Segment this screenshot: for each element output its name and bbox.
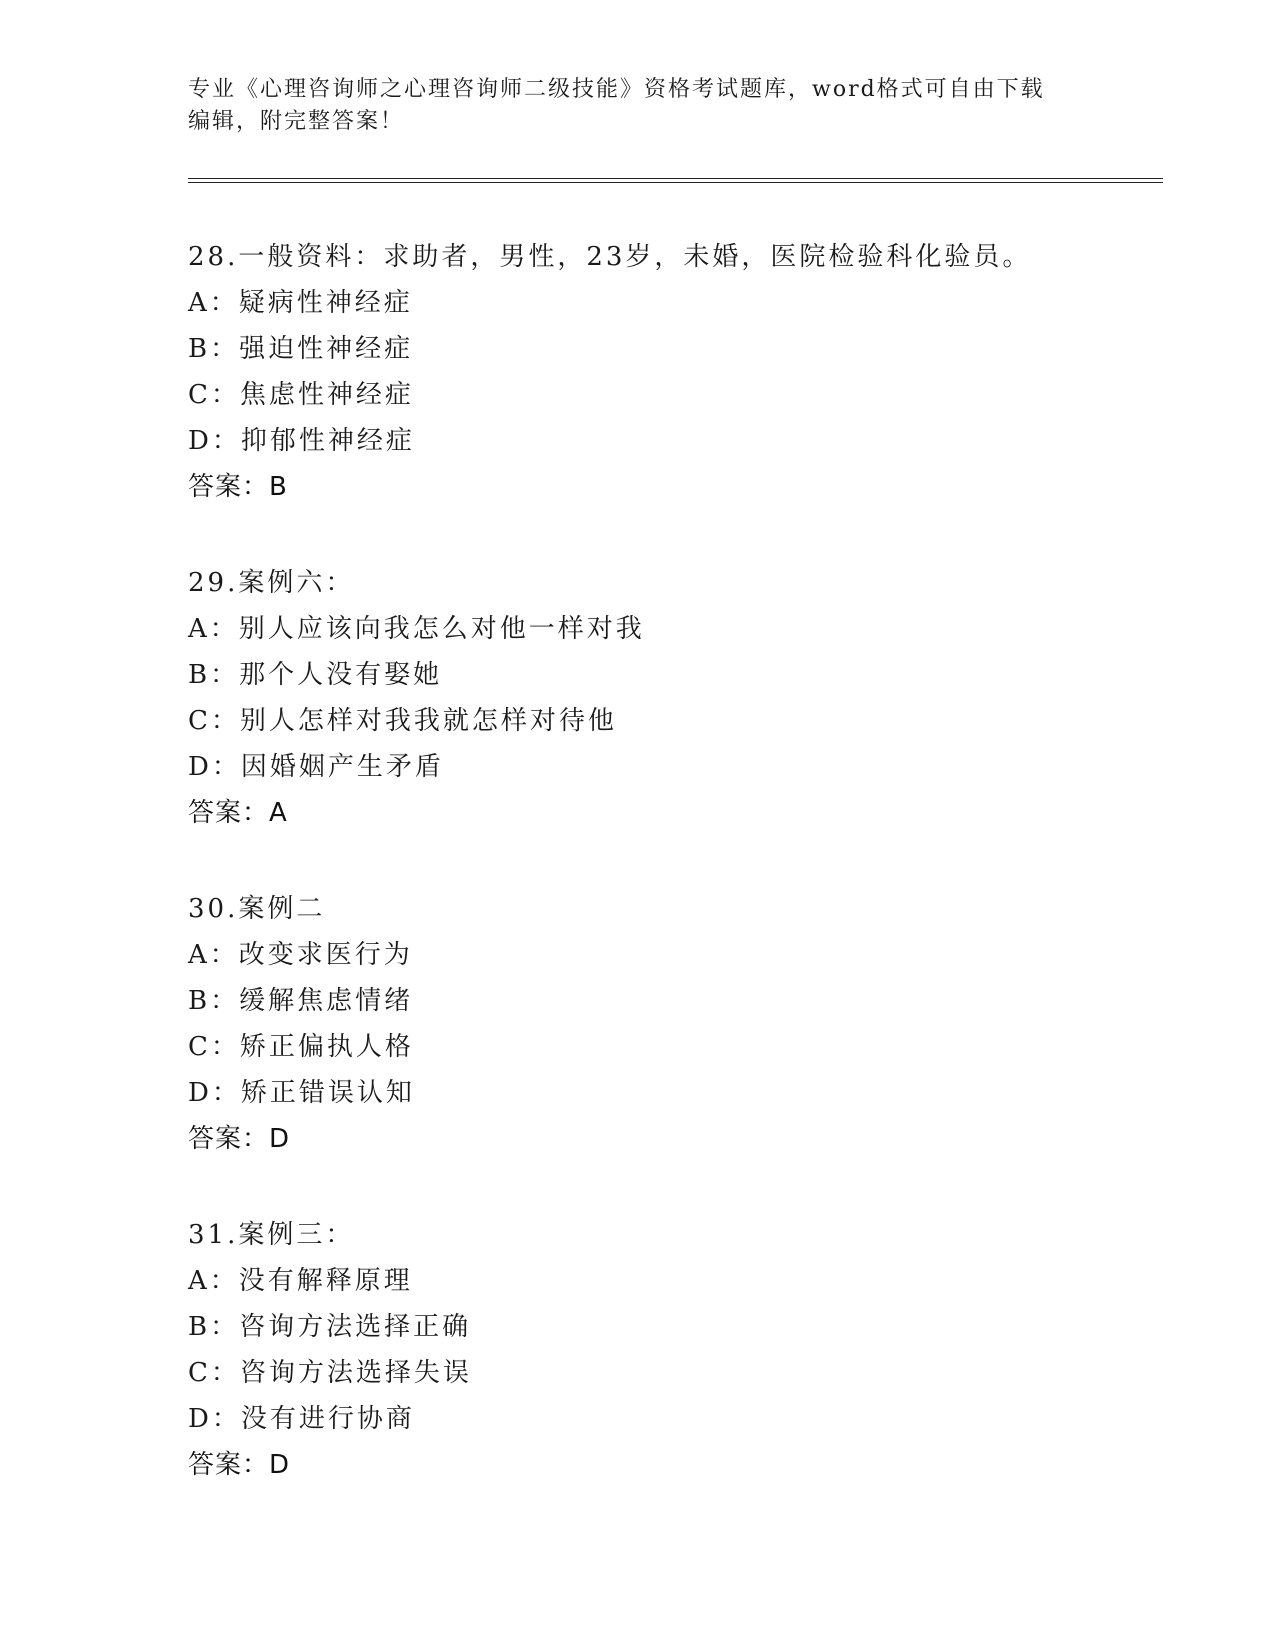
question-stem: 28.一般资料：求助者，男性，23岁，未婚，医院检验科化验员。 — [188, 242, 1032, 272]
question-30 — [188, 886, 1138, 1162]
header-divider-top — [188, 178, 1163, 179]
question-stem: 30.案例二 — [188, 894, 326, 924]
answer-line: 答案：B — [188, 472, 288, 502]
question-stem: 29.案例六： — [188, 568, 355, 598]
answer-line: 答案：D — [188, 1450, 291, 1480]
document-header — [188, 74, 1088, 138]
option-c: C：焦虑性神经症 — [188, 380, 414, 410]
header-line-2: 编辑，附完整答案！ — [188, 109, 405, 134]
question-29 — [188, 560, 1138, 836]
option-b: B：那个人没有娶她 — [188, 660, 443, 690]
option-d: D：因婚姻产生矛盾 — [188, 752, 444, 782]
question-31 — [188, 1212, 1138, 1488]
option-d: D：抑郁性神经症 — [188, 426, 415, 456]
question-28 — [188, 234, 1138, 510]
option-b: B：强迫性神经症 — [188, 334, 414, 364]
option-a: A：没有解释原理 — [188, 1266, 413, 1296]
option-c: C：矫正偏执人格 — [188, 1032, 414, 1062]
option-c: C：咨询方法选择失误 — [188, 1358, 472, 1388]
option-a: A：别人应该向我怎么对他一样对我 — [188, 614, 645, 644]
option-b: B：咨询方法选择正确 — [188, 1312, 472, 1342]
option-d: D：矫正错误认知 — [188, 1078, 415, 1108]
option-c: C：别人怎样对我我就怎样对待他 — [188, 706, 617, 736]
answer-line: 答案：D — [188, 1124, 291, 1154]
header-divider-bottom — [188, 182, 1163, 183]
option-b: B：缓解焦虑情绪 — [188, 986, 414, 1016]
question-stem: 31.案例三： — [188, 1220, 355, 1250]
option-a: A：疑病性神经症 — [188, 288, 413, 318]
question-list — [188, 234, 1138, 1538]
header-line-1: 专业《心理咨询师之心理咨询师二级技能》资格考试题库，word格式可自由下载 — [188, 77, 1045, 102]
option-a: A：改变求医行为 — [188, 940, 413, 970]
option-d: D：没有进行协商 — [188, 1404, 415, 1434]
answer-line: 答案：A — [188, 798, 288, 828]
